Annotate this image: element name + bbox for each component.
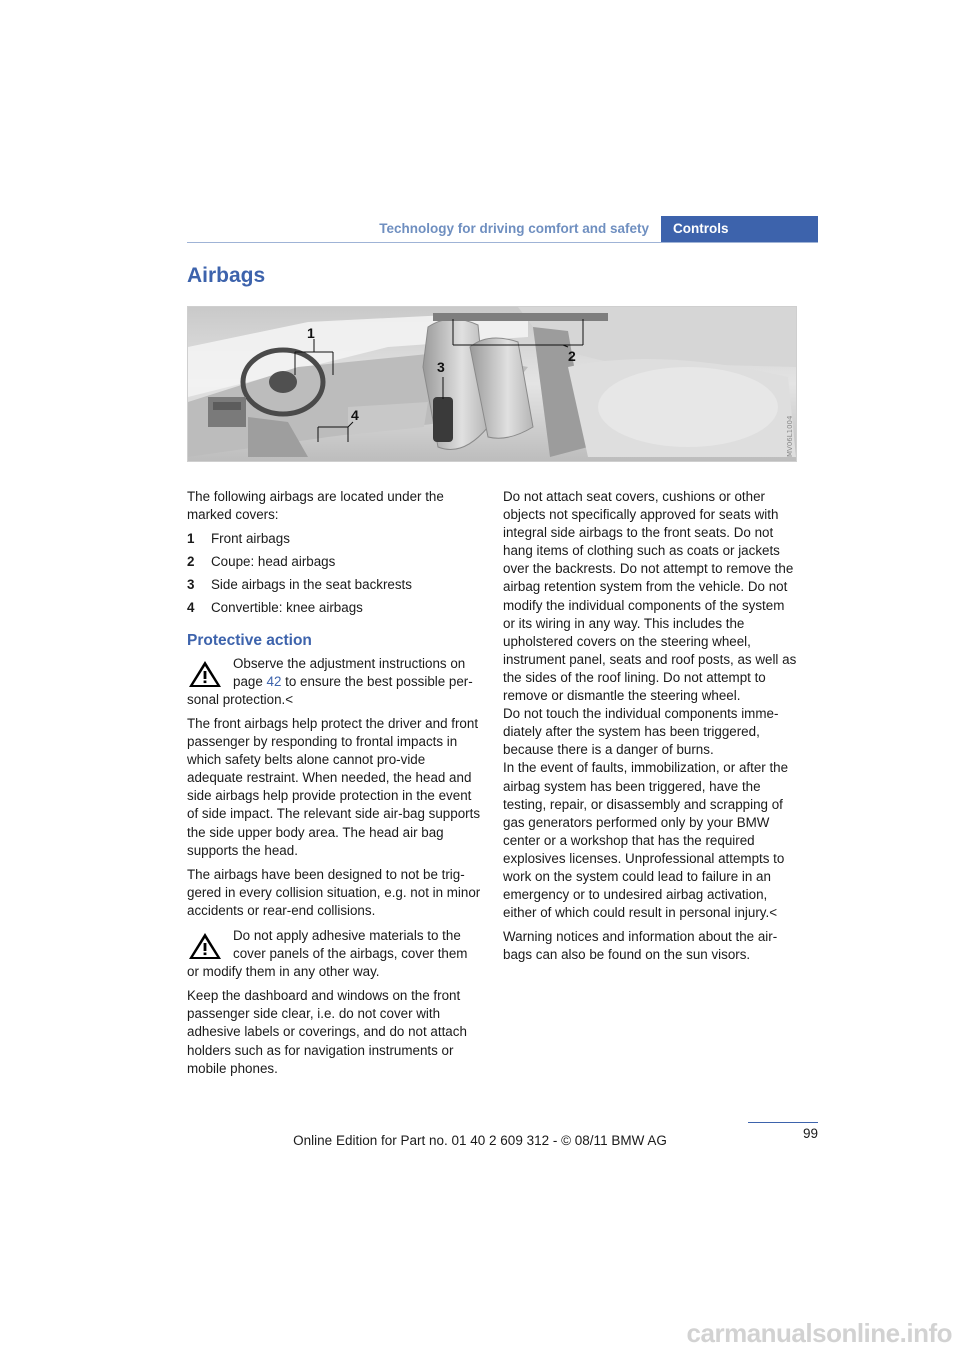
list-text: Side airbags in the seat backrests xyxy=(211,577,412,593)
callout-2: 2 xyxy=(568,348,576,364)
callout-3: 3 xyxy=(437,359,445,375)
right-column xyxy=(503,488,798,970)
warning-block xyxy=(187,654,482,709)
page-title: Airbags xyxy=(187,264,266,287)
list-number: 1 xyxy=(187,531,195,547)
warning-triangle-icon xyxy=(187,659,223,689)
svg-text:MV06L1004: MV06L1004 xyxy=(786,415,794,457)
list-number: 2 xyxy=(187,554,195,570)
page-number-rule xyxy=(748,1122,818,1123)
list-item xyxy=(187,599,482,617)
watermark: carmanualsonline.info xyxy=(686,1318,952,1348)
list-number: 3 xyxy=(187,577,195,593)
warning-triangle-icon xyxy=(187,931,223,961)
chapter-tab: Controls xyxy=(661,216,818,242)
section-subheading: Protective action xyxy=(187,631,312,649)
warning-text: Do not apply adhesive materials to the cover panels of the airbags, cover them or modify them in any other way. xyxy=(187,927,468,980)
intro-text: The following airbags are located under the marked covers: xyxy=(187,489,444,523)
callout-1: 1 xyxy=(307,325,315,341)
faults-paragraph: In the event of faults, immobilization, or after the airbag system has been triggered, have the testing, repair, or disassembly and scrapping of gas generators performed only by your BMW center or a workshop that has the required explosives licenses. Unprofessional attempts to work on the system could lead to failure in an emergency or to undesired airbag activation, either of which could result in personal injury.< xyxy=(503,760,789,921)
list-number: 4 xyxy=(187,600,195,616)
page-link[interactable]: 42 xyxy=(266,673,282,689)
car-interior-illustration xyxy=(188,307,796,461)
callout-4: 4 xyxy=(351,407,359,423)
warning-text: Observe the adjustment instructions on page xyxy=(233,655,466,689)
seat-covers-paragraph: Do not attach seat covers, cushions or other objects not specifically approved for seats with integral side airbags to the front seats. Do not hang items of clothing such as coats or jackets over the backrests. Do not attempt to remove the airbag retention system from the vehicle. Do not modify the individual components of the system or its wiring in any way. This includes the upholstered covers on the steering wheel, instrument panel, seats and roof posts, as well as the sides of the roof lining. Do not attempt to remove or dismantle the steering wheel. xyxy=(503,489,797,704)
airbag-figure xyxy=(187,306,797,462)
list-text: Front airbags xyxy=(211,531,290,547)
sun-visor-paragraph: Warning notices and information about the air-bags can also be found on the sun visors. xyxy=(503,929,778,963)
list-item xyxy=(187,530,482,548)
header-rule xyxy=(187,242,818,243)
airbag-list xyxy=(187,530,482,617)
left-column xyxy=(187,488,482,1084)
list-text: Convertible: knee airbags xyxy=(211,600,363,616)
section-header: Technology for driving comfort and safety xyxy=(379,221,649,236)
list-item xyxy=(187,553,482,571)
list-text: Coupe: head airbags xyxy=(211,554,336,570)
list-item xyxy=(187,576,482,594)
trigger-paragraph: The airbags have been designed to not be trig-gered in every collision situation, e.g. not in minor accidents or rear-end collisions. xyxy=(187,866,481,918)
warning-text-cont: to ensure the best possible per-sonal protection.< xyxy=(187,673,473,707)
warning-block xyxy=(187,926,482,981)
protection-paragraph: The front airbags help protect the driver and front passenger by responding to frontal impacts in which safety belts alone cannot pro-vide adequate restraint. When needed, the head and side airbags help provide protection in the event of side impact. The relevant side air-bag supports the side upper body area. The head air bag supports the head. xyxy=(187,715,481,858)
footer-text: Online Edition for Part no. 01 40 2 609 312 - © 08/11 BMW AG xyxy=(293,1133,667,1148)
warning-continued: Keep the dashboard and windows on the front passenger side clear, i.e. do not cover with adhesive labels or coverings, and do not attach holders such as for navigation instruments or mobile phones. xyxy=(187,988,467,1076)
burn-paragraph: Do not touch the individual components imme-diately after the system has been triggered, because there is a danger of burns. xyxy=(503,706,779,758)
page-number: 99 xyxy=(802,1126,818,1141)
